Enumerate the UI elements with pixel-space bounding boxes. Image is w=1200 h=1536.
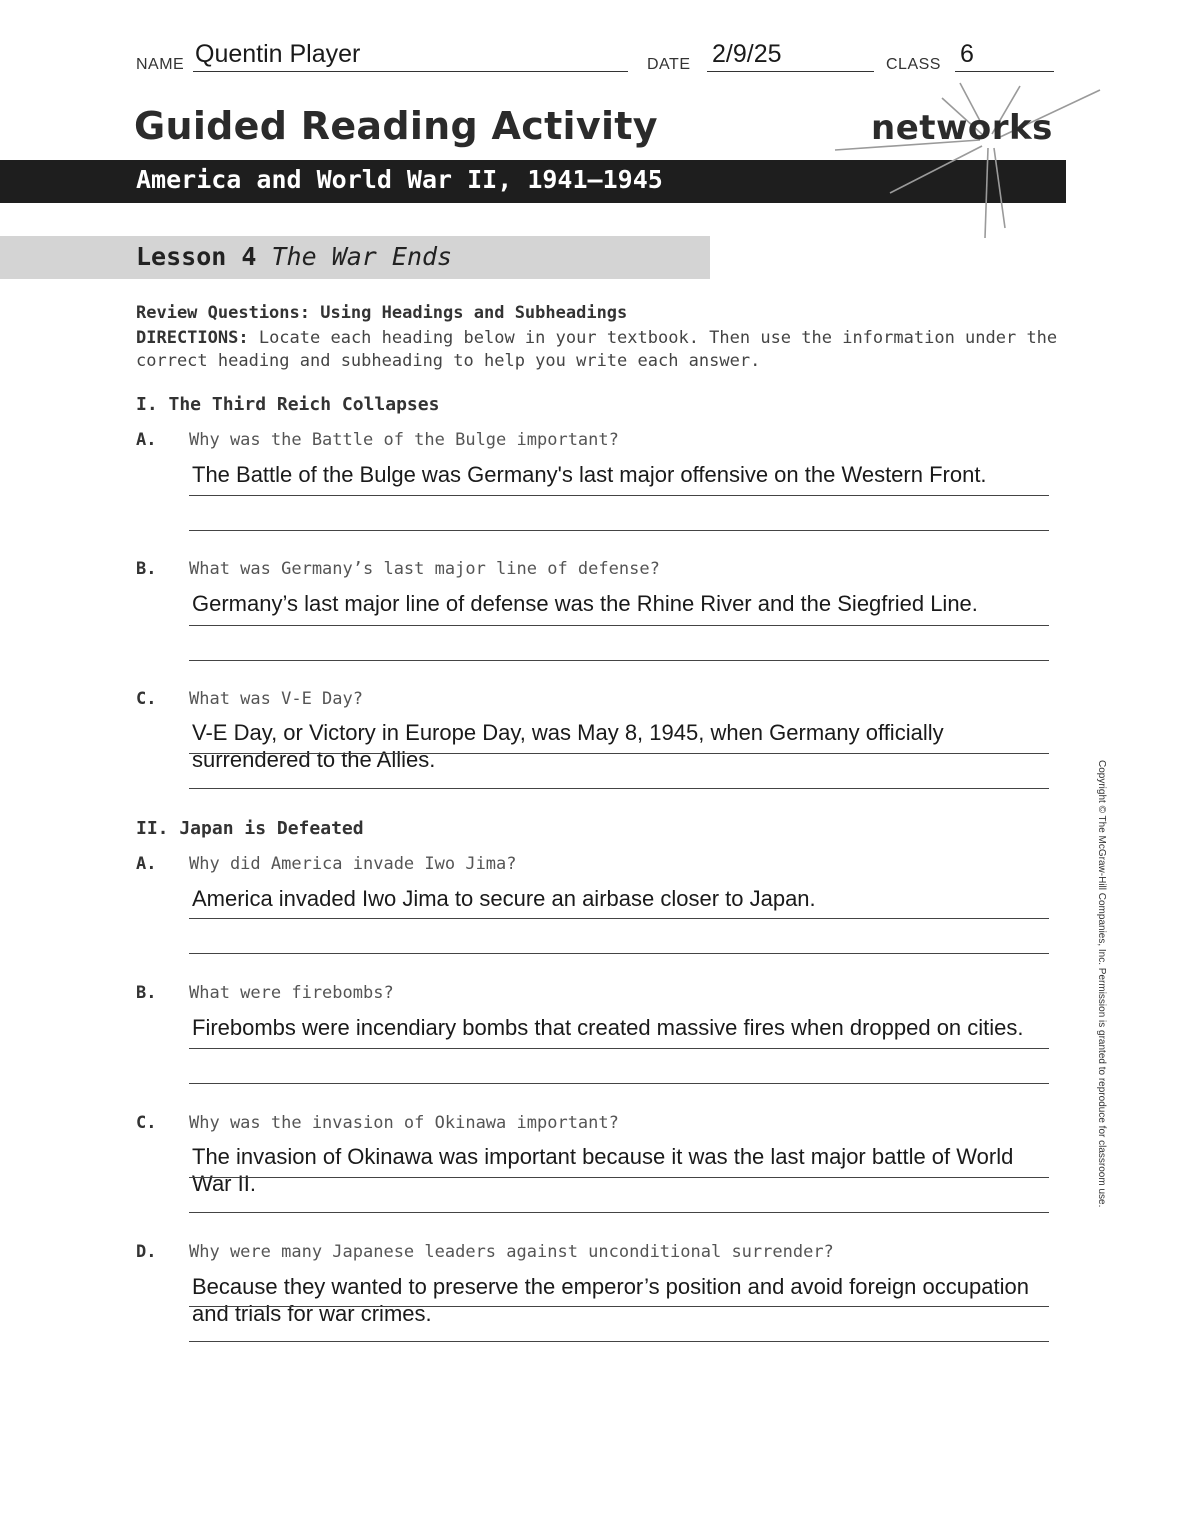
answer-line <box>189 1083 1049 1084</box>
date-label: DATE <box>647 56 691 73</box>
brand-burst-graphic <box>830 78 1110 243</box>
directions-text <box>136 327 1076 373</box>
answer-text: The invasion of Okinawa was important because it was the last major battle of World War II. <box>192 1144 1014 1196</box>
question-text: What was V-E Day? <box>189 689 363 709</box>
answer-text: Because they wanted to preserve the emperor’s position and avoid foreign occupation and trials for war crimes. <box>192 1274 1029 1326</box>
answer-text: America invaded Iwo Jima to secure an airbase closer to Japan. <box>192 886 816 911</box>
answer-line <box>189 1048 1049 1049</box>
class-label: CLASS <box>886 56 941 73</box>
class-line <box>955 71 1054 72</box>
answer-text: Firebombs were incendiary bombs that created massive fires when dropped on cities. <box>192 1015 1024 1040</box>
question-letter: A. <box>136 854 157 874</box>
review-heading: Review Questions: Using Headings and Subheadings <box>136 303 628 323</box>
answer-line <box>189 1177 1049 1178</box>
question-text: Why did America invade Iwo Jima? <box>189 854 517 874</box>
question-letter: A. <box>136 430 157 450</box>
lesson-bar <box>0 236 710 279</box>
brand-logo: networks <box>871 108 1053 148</box>
answer-text: Germany’s last major line of defense was the Rhine River and the Siegfried Line. <box>192 591 978 616</box>
answer-line <box>189 625 1049 626</box>
name-label: NAME <box>136 56 185 73</box>
question-text: Why was the invasion of Okinawa important? <box>189 1113 619 1133</box>
answer-line <box>189 918 1049 919</box>
lesson-heading <box>136 242 452 271</box>
answer-line <box>189 1212 1049 1213</box>
question-letter: C. <box>136 1113 157 1133</box>
answer-line <box>189 530 1049 531</box>
lesson-name: The War Ends <box>271 242 453 271</box>
answer-line <box>189 495 1049 496</box>
answer-line <box>189 660 1049 661</box>
answer-line <box>189 788 1049 789</box>
class-value: 6 <box>960 40 974 68</box>
question-text: Why were many Japanese leaders against unconditional surrender? <box>189 1242 834 1262</box>
answer-line <box>189 753 1049 754</box>
answer-line <box>189 1341 1049 1342</box>
banner-title: America and World War II, 1941–1945 <box>136 165 663 194</box>
answer-text: The Battle of the Bulge was Germany's last major offensive on the Western Front. <box>192 462 987 487</box>
name-line <box>193 71 628 72</box>
date-line <box>707 71 874 72</box>
question-text: What was Germany’s last major line of defense? <box>189 559 660 579</box>
question-text: What were firebombs? <box>189 983 394 1003</box>
section-heading: I. The Third Reich Collapses <box>136 394 440 415</box>
question-letter: D. <box>136 1242 157 1262</box>
answer-line <box>189 953 1049 954</box>
question-text: Why was the Battle of the Bulge important? <box>189 430 619 450</box>
answer-line <box>189 1306 1049 1307</box>
directions-body: Locate each heading below in your textbook. Then use the information under the correct heading and subheading to help you write each answer. <box>136 328 1058 371</box>
question-letter: B. <box>136 983 157 1003</box>
question-letter: C. <box>136 689 157 709</box>
page-title: Guided Reading Activity <box>134 104 658 148</box>
answer-text: V-E Day, or Victory in Europe Day, was May 8, 1945, when Germany officially surrendered to the Allies. <box>192 720 944 772</box>
copyright-notice: Copyright © The McGraw-Hill Companies, Inc. Permission is granted to reproduce for classroom use. <box>1096 760 1107 1208</box>
directions-label: DIRECTIONS: <box>136 328 249 348</box>
name-value: Quentin Player <box>195 40 361 68</box>
date-value: 2/9/25 <box>712 40 782 68</box>
question-letter: B. <box>136 559 157 579</box>
lesson-number: Lesson 4 <box>136 242 257 271</box>
section-heading: II. Japan is Defeated <box>136 818 364 839</box>
